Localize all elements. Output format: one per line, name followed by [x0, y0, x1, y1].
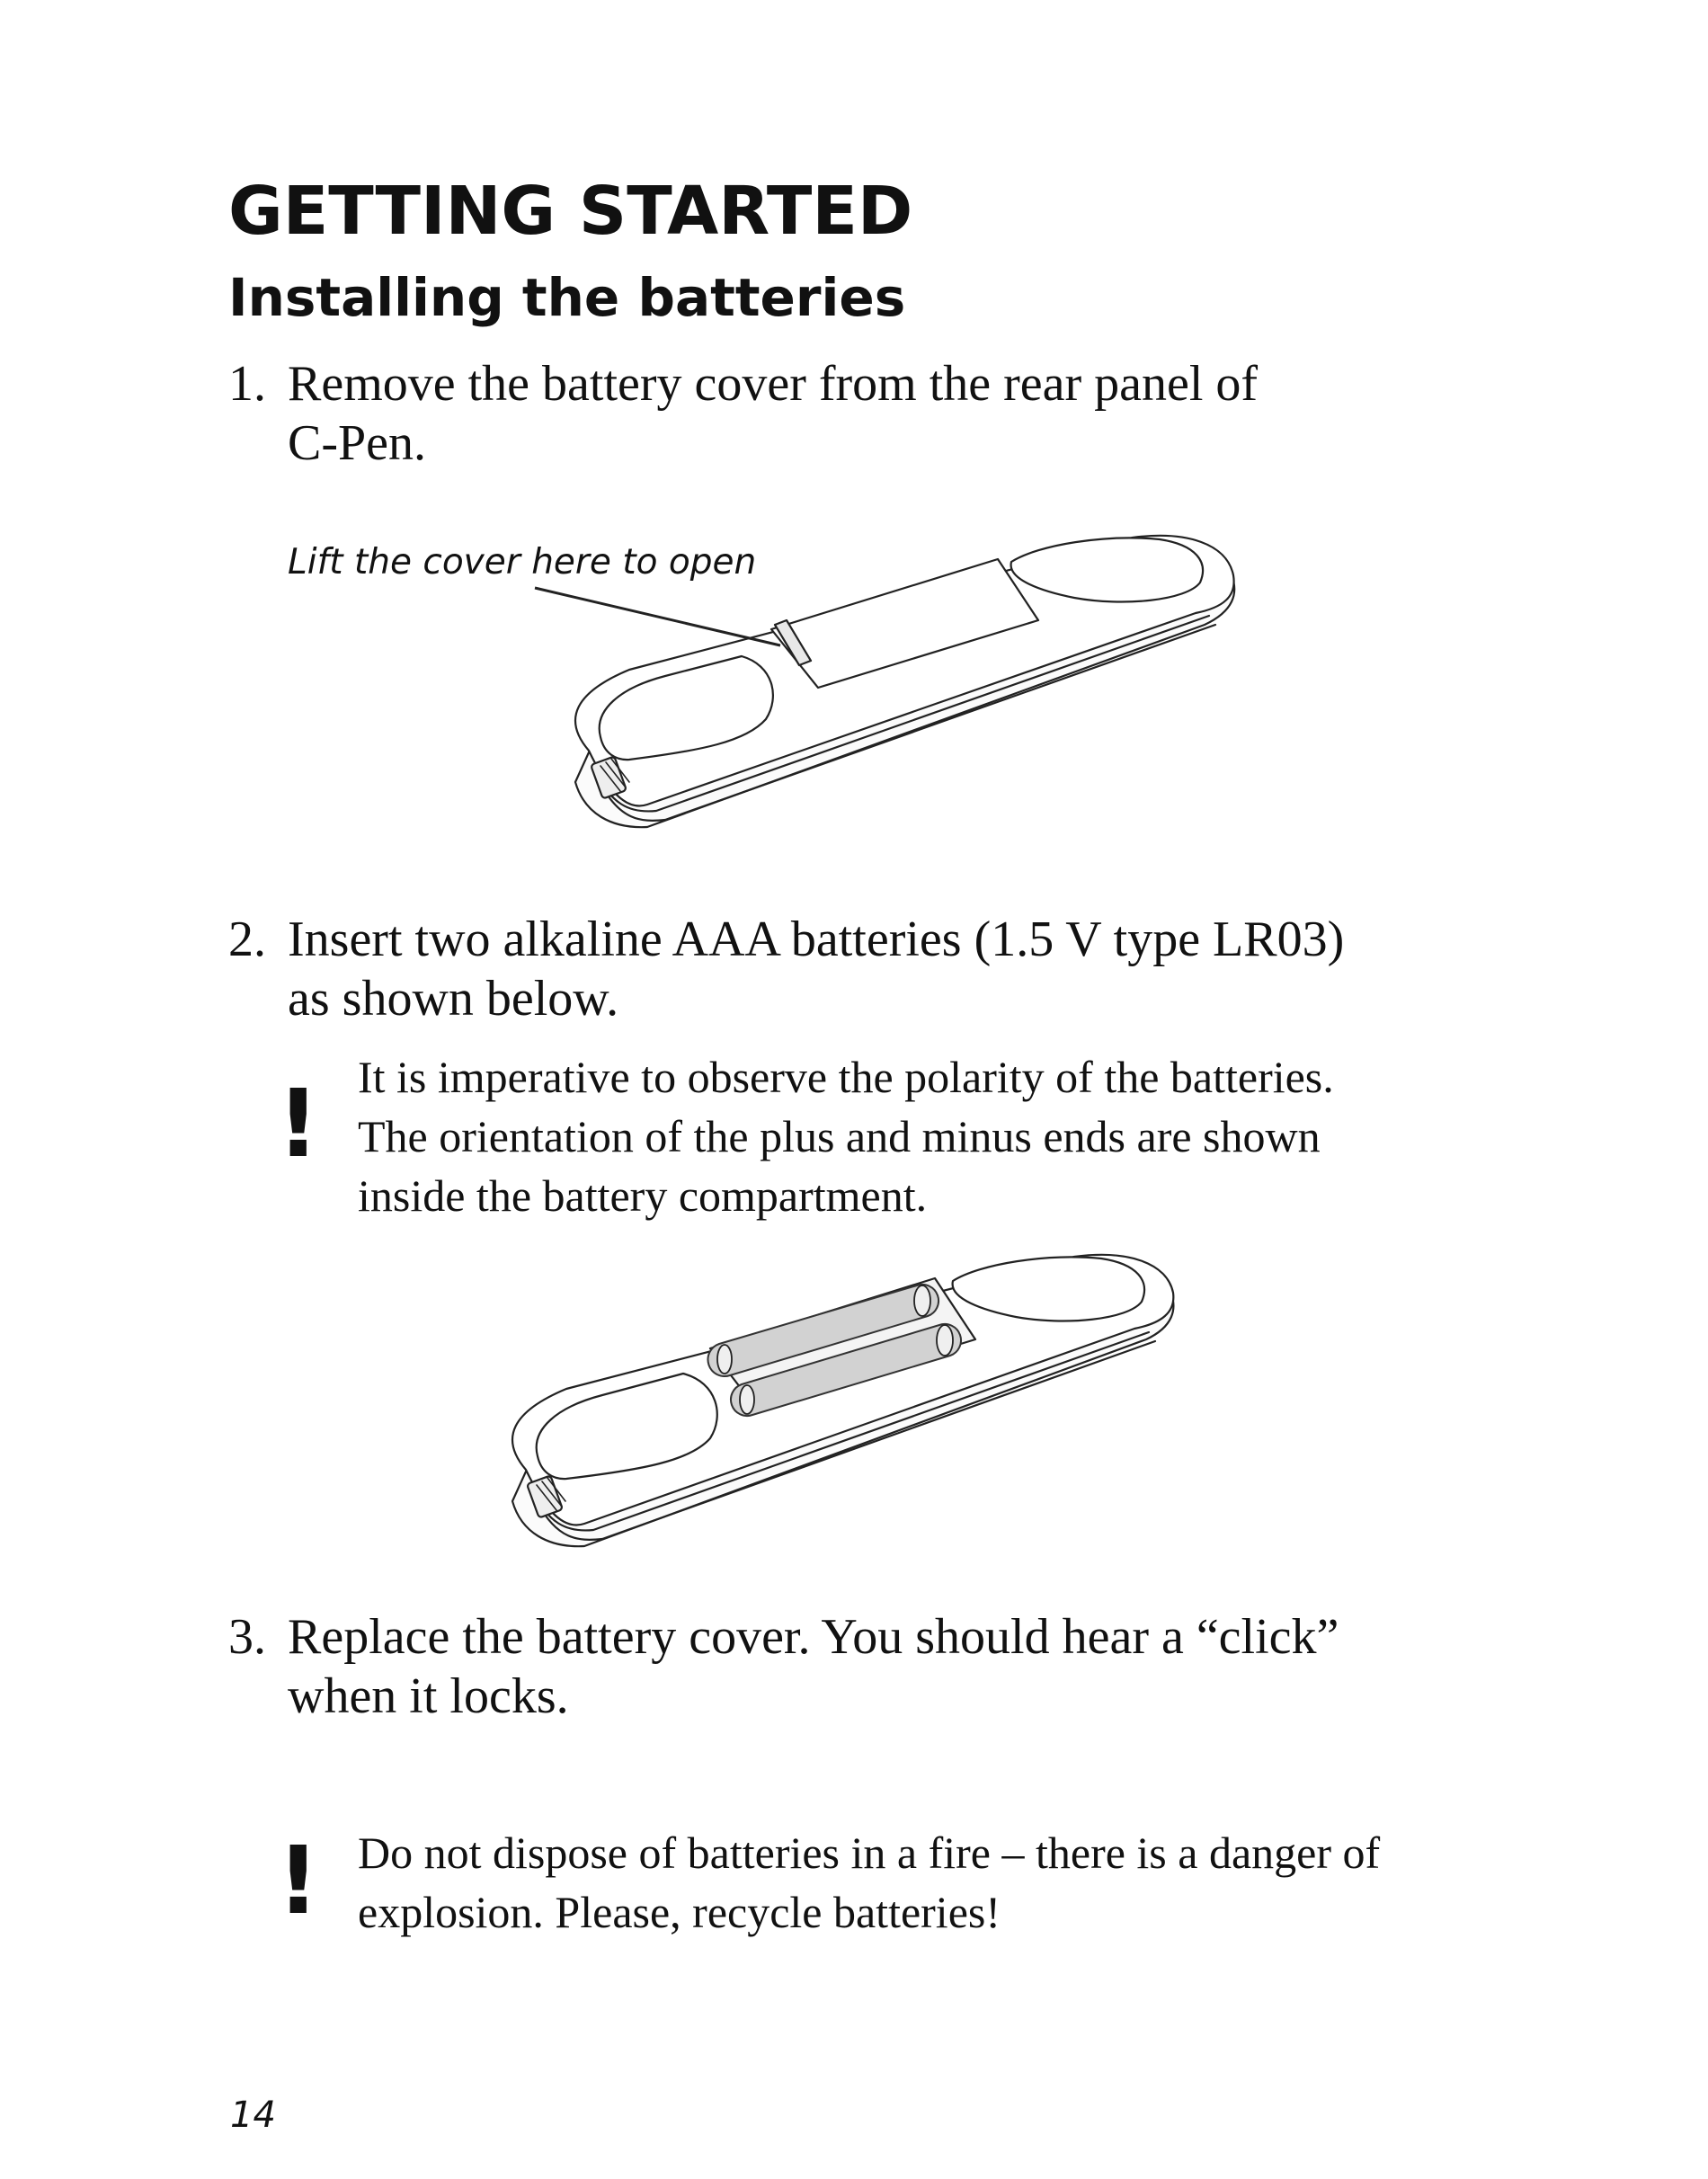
- warning-icon: !: [277, 1826, 320, 1935]
- step-number: 3.: [228, 1609, 266, 1665]
- section-title: Installing the batteries: [228, 267, 906, 328]
- warning-text-line: inside the battery compartment.: [358, 1170, 928, 1221]
- warning-text-line: It is imperative to observe the polarity of the batteries.: [358, 1052, 1334, 1102]
- page-title: GETTING STARTED: [228, 173, 913, 250]
- warning-text-line: The orientation of the plus and minus ends are shown: [358, 1111, 1321, 1161]
- step-text-line: when it locks.: [288, 1668, 569, 1724]
- warning-text-line: explosion. Please, recycle batteries!: [358, 1887, 1001, 1937]
- step-number: 1.: [228, 356, 266, 412]
- page-number: 14: [230, 2095, 276, 2136]
- step-text-line: as shown below.: [288, 971, 619, 1027]
- step-text-line: C-Pen.: [288, 415, 426, 471]
- step-number: 2.: [228, 912, 266, 967]
- warning-note-2: [358, 1823, 1380, 1942]
- step-text-line: Insert two alkaline AAA batteries (1.5 V type LR03): [288, 912, 1345, 967]
- step-text-line: Replace the battery cover. You should hear a “click”: [288, 1609, 1339, 1665]
- figure-caption: Lift the cover here to open: [288, 542, 757, 583]
- warning-text-line: Do not dispose of batteries in a fire – there is a danger of: [358, 1828, 1381, 1878]
- step-text-line: Remove the battery cover from the rear panel of: [288, 356, 1259, 412]
- warning-icon: !: [277, 1069, 320, 1178]
